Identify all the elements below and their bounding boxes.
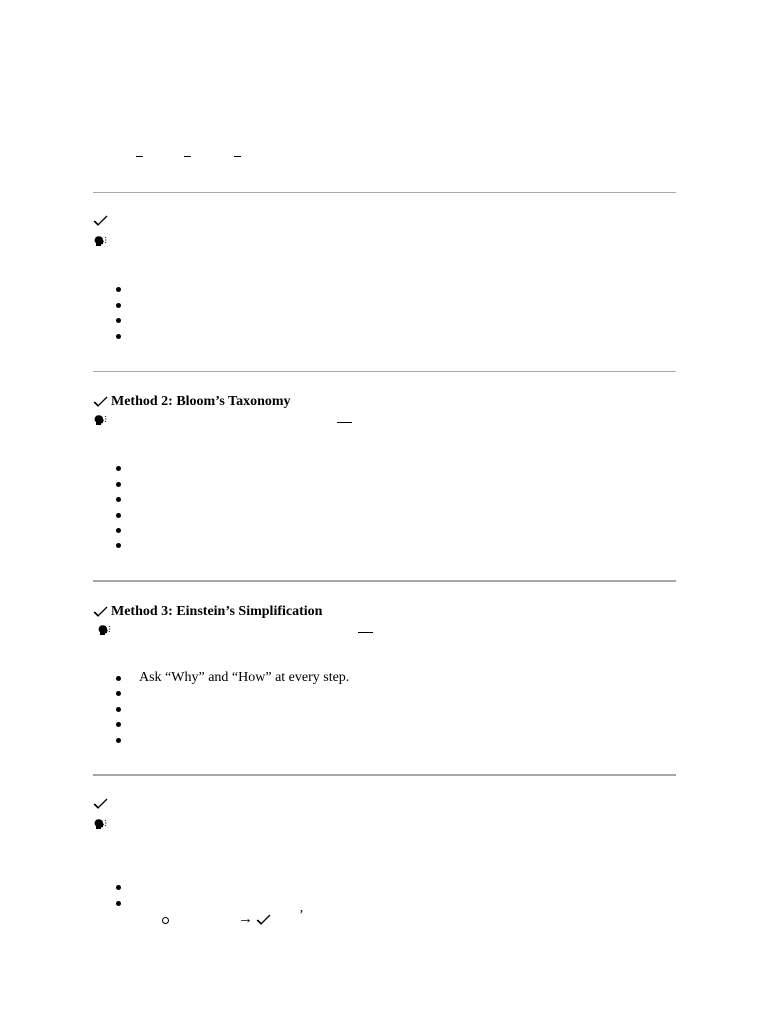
dash-mark xyxy=(136,156,143,157)
section-4-heading xyxy=(93,798,111,810)
list-bullet xyxy=(116,691,121,696)
list-bullet xyxy=(116,287,121,292)
section-1-heading xyxy=(93,215,111,227)
divider xyxy=(93,192,676,193)
arrow-glyph: → xyxy=(238,911,253,927)
list-bullet xyxy=(116,318,121,323)
section-2-title: Method 2: Bloom’s Taxonomy xyxy=(111,394,291,409)
check-icon xyxy=(256,914,271,926)
dash-mark xyxy=(184,156,191,157)
list-bullet xyxy=(116,466,121,471)
dash-mark xyxy=(234,156,241,157)
list-bullet xyxy=(116,722,121,727)
list-bullet xyxy=(116,676,121,681)
speaking-head-icon xyxy=(97,624,111,636)
list-bullet xyxy=(116,528,121,533)
em-dash-mark xyxy=(337,422,352,423)
apostrophe-mark: ’ xyxy=(299,908,304,923)
list-item-text: Ask “Why” and “How” at every step. xyxy=(139,670,350,685)
list-bullet xyxy=(116,334,121,339)
divider xyxy=(93,580,676,582)
list-bullet xyxy=(116,901,121,906)
divider xyxy=(93,371,676,372)
sub-list-bullet xyxy=(162,917,169,924)
speaking-head-icon xyxy=(93,235,107,247)
list-bullet xyxy=(116,707,121,712)
check-icon xyxy=(93,798,108,810)
list-bullet xyxy=(116,885,121,890)
list-bullet xyxy=(116,303,121,308)
section-3-heading xyxy=(93,604,322,620)
speaking-head-icon xyxy=(93,414,107,426)
check-icon xyxy=(93,396,108,408)
em-dash-mark xyxy=(358,632,373,633)
check-icon xyxy=(93,215,108,227)
section-2-heading xyxy=(93,394,291,410)
list-bullet xyxy=(116,513,121,518)
check-icon xyxy=(93,606,108,618)
list-bullet xyxy=(116,482,121,487)
section-3-title: Method 3: Einstein’s Simplification xyxy=(111,604,323,619)
list-bullet xyxy=(116,543,121,548)
divider xyxy=(93,774,676,776)
list-bullet xyxy=(116,497,121,502)
speaking-head-icon xyxy=(93,818,107,830)
list-bullet xyxy=(116,738,121,743)
